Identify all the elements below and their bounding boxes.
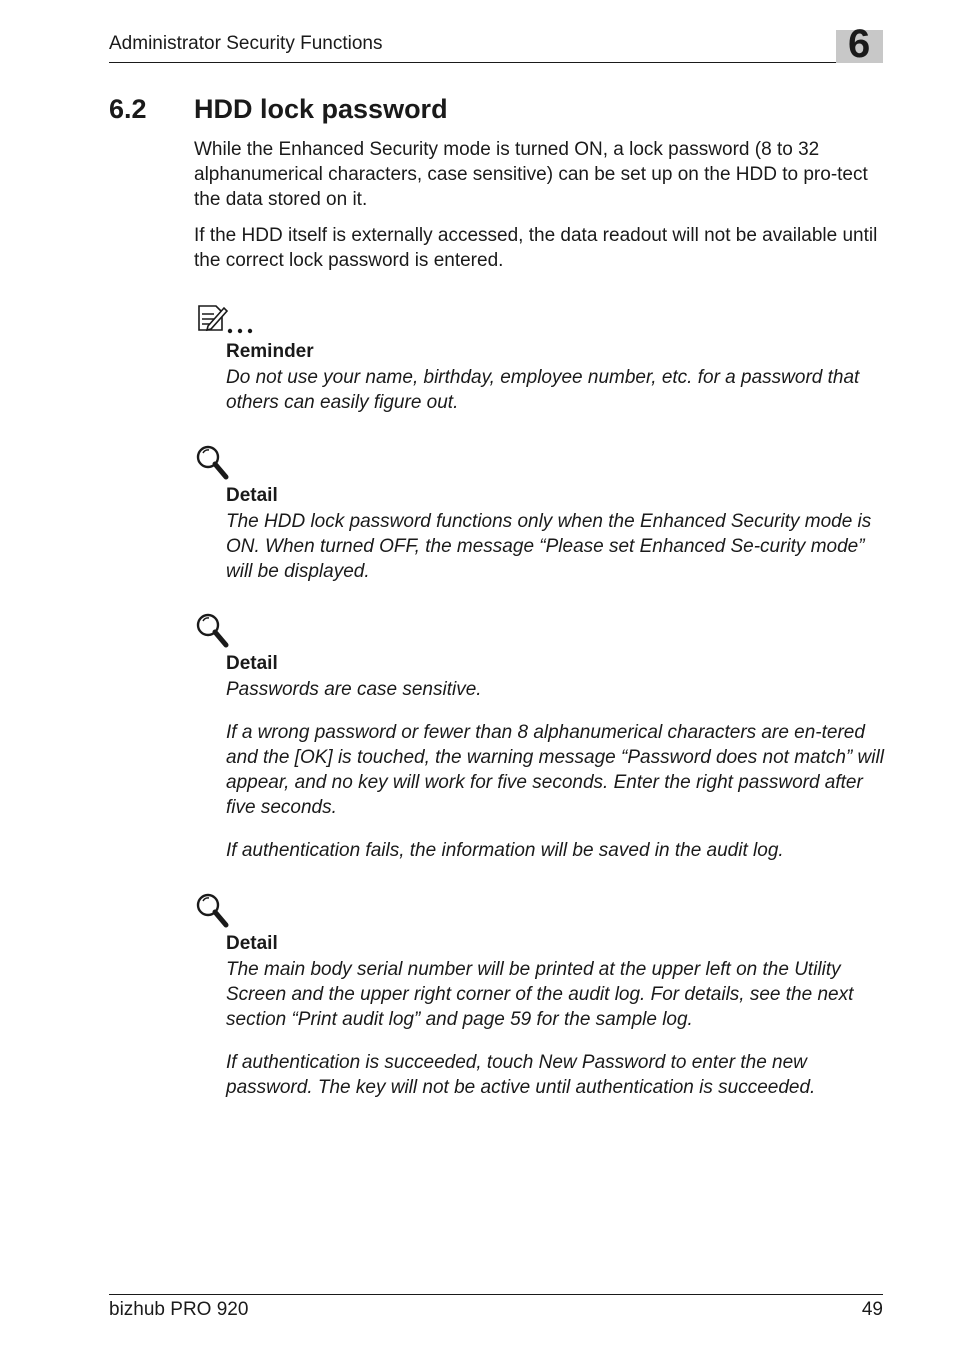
magnifier-icon [194,611,230,654]
running-header-title: Administrator Security Functions [109,33,383,54]
product-name: bizhub PRO 920 [109,1299,249,1320]
body-paragraph: If the HDD itself is externally accessed, the data readout will not be available until the correct lock password is entered. [194,225,878,271]
detail-heading: Detail [226,653,278,674]
section-number: 6.2 [109,94,147,124]
footer-divider [109,1294,883,1295]
header-divider [109,62,883,63]
detail-text: If authentication fails, the information will be saved in the audit log. [226,840,784,861]
detail-heading: Detail [226,485,278,506]
detail-text: Passwords are case sensitive. [226,679,482,700]
reminder-text: Do not use your name, birthday, employee number, etc. for a password that others can easily figure out. [226,367,860,413]
page-number: 49 [861,1299,883,1320]
detail-text: The HDD lock password functions only when the Enhanced Security mode is ON. When turned OFF, the message “Please set Enhanced Se-curity mode” will be displayed. [226,511,872,582]
body-paragraph: While the Enhanced Security mode is turned ON, a lock password (8 to 32 alphanumerical characters, case sensitive) can be set up on the HDD to pro-tect the data stored on it. [194,139,868,210]
section-title: HDD lock password [194,94,448,124]
reminder-heading: Reminder [226,341,314,362]
detail-text: If authentication is succeeded, touch New Password to enter the new password. The key will not be active until authentication is succeeded. [226,1052,816,1098]
magnifier-icon [194,443,230,486]
detail-heading: Detail [226,933,278,954]
chapter-number: 6 [848,22,871,66]
pencil-note-icon [194,302,264,339]
detail-text: If a wrong password or fewer than 8 alphanumerical characters are en-tered and the [OK] is touched, the warning message “Password does not match” will appear, and no key will work for five seconds. Enter the right password after five seconds. [226,722,884,818]
magnifier-icon [194,891,230,934]
detail-text: The main body serial number will be printed at the upper left on the Utility Screen and the upper right corner of the audit log. For details, see the next section “Print audit log” and page 59 for the sample log. [226,959,854,1030]
